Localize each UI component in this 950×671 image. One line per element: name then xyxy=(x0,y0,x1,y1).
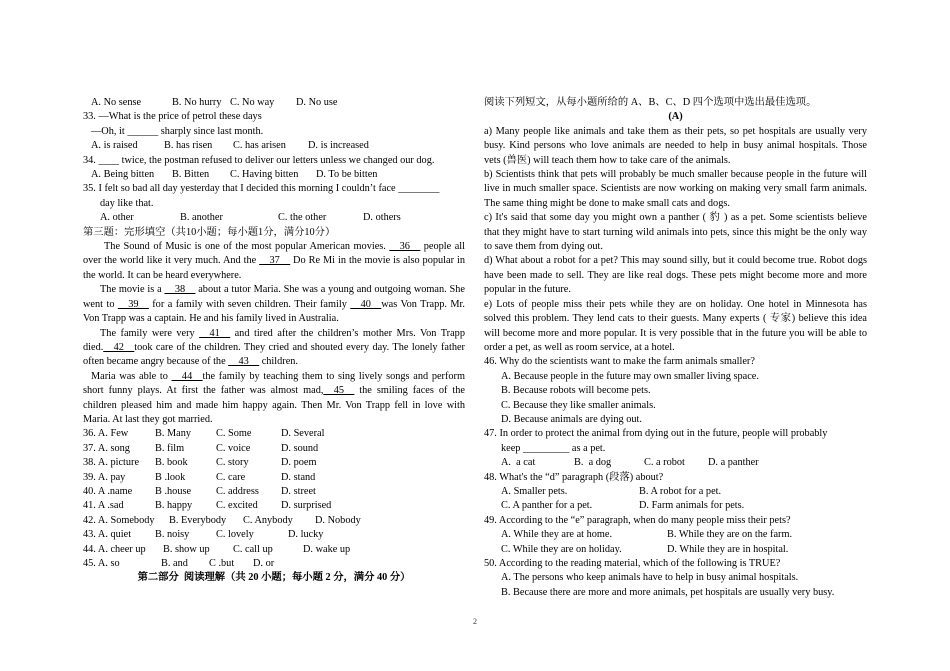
passage-label: (A) xyxy=(668,111,683,123)
blank-40: __40__ xyxy=(350,298,382,310)
option: B. and xyxy=(161,558,188,569)
option: C. has arisen xyxy=(233,140,286,152)
option: C. Having bitten xyxy=(230,169,299,181)
text: the smiling faces of the children pleased him and made him happy again. Then Mr. Von Trapp fell in love with Maria. At last they got married. xyxy=(83,385,465,425)
option: D. stand xyxy=(281,471,316,483)
q47-options xyxy=(484,456,867,470)
option: A. Being bitten xyxy=(91,169,155,181)
blank-36: __36__ xyxy=(389,241,421,253)
q32-options xyxy=(83,96,465,110)
option: 39. A. pay xyxy=(83,471,126,483)
cloze-option-row-37 xyxy=(83,442,465,456)
page-number: 2 xyxy=(473,617,477,626)
option: C. story xyxy=(216,457,249,469)
text: about a tutor Maria. She was a young and outgoing woman. She went to xyxy=(83,284,466,310)
blank-37: __37__ xyxy=(259,255,291,267)
cloze-option-row-43 xyxy=(83,528,465,542)
option: D. wake up xyxy=(303,543,351,555)
option: C. voice xyxy=(216,442,251,454)
option: 38. A. picture xyxy=(83,457,140,469)
option: D. Because animals are dying out. xyxy=(501,413,642,425)
option: A. a cat xyxy=(501,457,536,469)
option: B. Many xyxy=(155,428,192,440)
option: C. a robot xyxy=(644,457,685,469)
passage-paragraph-e: e) Lots of people miss their pets while they are on holiday. One hotel in Minnesota has solved this problem. They lend cats to their guests. Many experts ( 专家) believe this idea will become more and more popular. It is very possible that in the future you will be able to order a pet, as well as room service, at a hotel. xyxy=(484,298,867,353)
cloze-options xyxy=(83,427,465,571)
option: B. film xyxy=(155,442,185,454)
blank-41: __41__ xyxy=(199,327,231,339)
passage-paragraph-c: c) It's said that some day you might own a panther ( 豹 ) as a pet. Some scientists believe that they might have to start turning wild animals into pets, since this might be the only way to save them from dying out. xyxy=(484,212,867,253)
q33-response: —Oh, it ______ sharply since last month. xyxy=(91,125,264,137)
q49-options-row-1 xyxy=(484,528,867,542)
blank-42: __42__ xyxy=(103,341,135,353)
option: C .but xyxy=(209,558,235,569)
cloze-paragraph-4 xyxy=(83,370,465,428)
option: D. To be bitten xyxy=(316,169,378,181)
q47-stem: 47. In order to protect the animal from dying out in the future, people will probably xyxy=(484,428,828,440)
option: A. is raised xyxy=(91,140,138,152)
option: A. other xyxy=(100,212,134,224)
option: C. the other xyxy=(278,212,327,224)
cloze-option-row-44 xyxy=(83,543,465,557)
option: C. lovely xyxy=(216,529,254,541)
part2-title: 第二部分 阅读理解（共 20 小题；每小题 2 分，满分 40 分） xyxy=(137,572,411,584)
option: D. others xyxy=(363,212,401,224)
option: 43. A. quiet xyxy=(83,529,132,541)
option: 37. A. song xyxy=(83,442,130,454)
option: D. Nobody xyxy=(315,514,361,526)
q48-options-row-2 xyxy=(484,499,867,513)
option: D. lucky xyxy=(288,529,324,541)
reading-instruction: 阅读下列短文，从每小题所给的 A、B、C、D 四个选项中选出最佳选项。 xyxy=(484,97,817,108)
text: Do Re Mi in the movie is also popular in the world. It can be heard everywhere. xyxy=(83,255,465,281)
option: D. Farm animals for pets. xyxy=(639,500,745,512)
option: B. Bitten xyxy=(172,169,210,181)
option: D. No use xyxy=(296,97,338,108)
option: C. call up xyxy=(233,543,273,555)
option: B. A robot for a pet. xyxy=(639,485,722,497)
option: B. has risen xyxy=(164,140,213,152)
text: people all over the world like it very much. And the xyxy=(83,241,465,267)
section3-title: 第三题：完形填空（共10小题；每小题1分，满分10分） xyxy=(83,226,336,238)
q49-stem: 49. According to the “e” paragraph, when do many people miss their pets? xyxy=(484,514,791,526)
option: 41. A .sad xyxy=(83,500,124,512)
option: C. A panther for a pet. xyxy=(501,500,593,512)
passage-paragraph-d: d) What about a robot for a pet? This may sound silly, but it could become true. Robot dogs have been made to sell. They are like real dogs. These pets might become more and more popular in the future. xyxy=(484,255,867,296)
text: children. xyxy=(259,356,299,368)
cloze-option-row-38 xyxy=(83,456,465,470)
option: B. happy xyxy=(155,500,193,512)
text: The family were very xyxy=(100,327,200,339)
text: was Von Trapp. Mr. Von Trapp was a captain. He and his family lived in Australia. xyxy=(83,298,465,325)
option: 44. A. cheer up xyxy=(83,543,146,555)
cloze-option-row-39 xyxy=(83,471,465,485)
left-column xyxy=(83,96,465,586)
option: D. street xyxy=(281,485,316,497)
option: D. a panther xyxy=(708,457,759,469)
option: B. show up xyxy=(163,543,210,555)
option: A. The persons who keep animals have to help in busy animal hospitals. xyxy=(501,572,799,584)
blank-43: __43__ xyxy=(228,356,260,368)
passage-paragraph-b: b) Scientists think that pets will probably be much smaller because people in the future will live in much smaller space. Scientists are now working on making very small farm animals. The same thing might be done to make small cats and dogs. xyxy=(484,169,867,209)
option: D. While they are in hospital. xyxy=(667,543,789,555)
option: 40. A .name xyxy=(83,485,133,497)
text: The Sound of Music is one of the most popular American movies. xyxy=(104,241,390,253)
option: D. is increased xyxy=(308,140,369,152)
cloze-option-row-41 xyxy=(83,499,465,513)
text: took care of the children. They cried and shouted every day. The lonely father often became angry because of the xyxy=(83,341,465,368)
q47-stem-cont: keep _________ as a pet. xyxy=(501,442,606,454)
cloze-paragraph-3 xyxy=(83,327,465,370)
option: C. care xyxy=(216,471,246,483)
option: D. poem xyxy=(281,457,317,469)
option: 42. A. Somebody xyxy=(83,514,155,526)
cloze-option-row-42 xyxy=(83,514,465,528)
option: D. sound xyxy=(281,442,319,454)
q48-stem: 48. What's the “d” paragraph (段落) about? xyxy=(484,471,664,483)
option: D. Several xyxy=(281,428,325,440)
q35-options xyxy=(83,211,465,225)
option: A. Because people in the future may own smaller living space. xyxy=(501,370,759,382)
option: C. While they are on holiday. xyxy=(501,543,622,555)
option: C. address xyxy=(216,485,259,497)
option: B .house xyxy=(155,485,192,497)
text: Maria was able to xyxy=(91,370,172,382)
q34-options xyxy=(83,168,465,182)
option: B. another xyxy=(180,212,223,224)
option: B .look xyxy=(155,471,186,483)
option: D. or xyxy=(253,558,275,569)
option: B. Because there are more and more animals, pet hospitals are usually very busy. xyxy=(501,586,835,598)
option: 36. A. Few xyxy=(83,428,129,440)
q33-stem: 33. —What is the price of petrol these days xyxy=(83,111,262,123)
option: D. surprised xyxy=(281,500,332,512)
blank-45: __45__ xyxy=(323,385,355,397)
option: C. Some xyxy=(216,428,252,440)
option: C. Anybody xyxy=(243,514,293,526)
option: B. book xyxy=(155,457,188,469)
cloze-option-row-36 xyxy=(83,427,465,441)
option: B. Because robots will become pets. xyxy=(501,385,651,397)
option: C. excited xyxy=(216,500,258,512)
option: B. While they are on the farm. xyxy=(667,529,793,541)
option: B. Everybody xyxy=(169,514,227,526)
option: B. noisy xyxy=(155,529,190,541)
option: 45. A. so xyxy=(83,558,120,569)
q33-options xyxy=(83,139,465,153)
option: A. While they are at home. xyxy=(501,529,613,541)
passage-paragraph-a: a) Many people like animals and take them as their pets, so pet hospitals are usually very busy. Kind persons who love animals are needed to help in busy animal hospitals. Those vets (兽医) will teach them how to take care of the animals. xyxy=(484,125,867,166)
cloze-paragraph-1 xyxy=(83,240,465,283)
option: A. No sense xyxy=(91,97,142,108)
right-column xyxy=(484,96,867,600)
cloze-option-row-45 xyxy=(83,557,465,571)
cloze-paragraph-2 xyxy=(83,283,465,326)
blank-44: __44__ xyxy=(171,370,203,382)
q35-stem-cont: day like that. xyxy=(100,197,154,209)
q49-options-row-2 xyxy=(484,543,867,557)
option: B. a dog xyxy=(574,457,612,469)
q48-options-row-1 xyxy=(484,485,867,499)
q35-stem: 35. I felt so bad all day yesterday that I decided this morning I couldn’t face ________ xyxy=(83,183,440,195)
option: C. Because they like smaller animals. xyxy=(501,399,656,411)
text: and tired after the children’s mother Mrs. Von Trapp died. xyxy=(83,327,465,353)
text: The movie is a xyxy=(100,284,165,296)
q46-stem: 46. Why do the scientists want to make the farm animals smaller? xyxy=(484,356,755,368)
blank-39: __39__ xyxy=(117,298,149,310)
q34-stem: 34. ____ twice, the postman refused to deliver our letters unless we changed our dog. xyxy=(83,154,435,166)
option: C. No way xyxy=(230,97,275,108)
q50-stem: 50. According to the reading material, which of the following is TRUE? xyxy=(484,558,781,569)
option: B. No hurry xyxy=(172,97,222,108)
cloze-option-row-40 xyxy=(83,485,465,499)
option: A. Smaller pets. xyxy=(501,485,568,497)
text: the family by teaching them to sing lively songs and perform short funny plays. At first the father was almost mad, xyxy=(83,370,465,397)
text: for a family with seven children. Their family xyxy=(148,298,351,310)
blank-38: __38__ xyxy=(164,284,196,296)
